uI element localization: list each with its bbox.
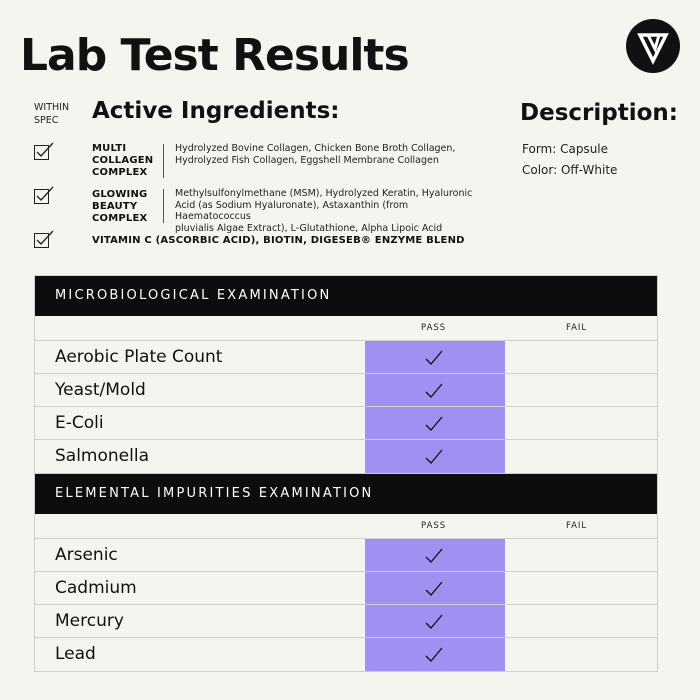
table-row	[35, 407, 657, 440]
ingredient-divider	[163, 189, 164, 223]
checkmark-icon	[424, 580, 444, 598]
ingredient-vitamin-blend: VITAMIN C (ASCORBIC ACID), BIOTIN, DIGESEB® ENZYME BLEND	[92, 235, 465, 246]
pass-cell	[365, 572, 505, 604]
checkmark-icon	[424, 448, 444, 466]
checkbox-checked-icon	[34, 142, 54, 160]
elemental-heading: ELEMENTAL IMPURITIES EXAMINATION	[35, 474, 657, 514]
pass-cell	[365, 539, 505, 571]
fail-cell	[505, 374, 659, 406]
test-name: Aerobic Plate Count	[55, 347, 223, 367]
pass-cell	[365, 605, 505, 637]
ingredient-name-glowing-beauty: GLOWING BEAUTY COMPLEX	[92, 189, 148, 224]
table-row	[35, 440, 657, 473]
checkmark-icon	[424, 646, 444, 664]
test-name: Cadmium	[55, 578, 137, 598]
pass-cell	[365, 440, 505, 473]
checkbox-checked-icon	[34, 186, 54, 204]
table-row	[35, 374, 657, 407]
fail-column-label: FAIL	[566, 521, 588, 531]
elemental-table	[34, 473, 658, 672]
test-name: Arsenic	[55, 545, 118, 565]
test-name: Yeast/Mold	[55, 380, 146, 400]
table-row	[35, 341, 657, 374]
pass-cell	[365, 407, 505, 439]
pass-cell	[365, 374, 505, 406]
fail-cell	[505, 638, 659, 671]
fail-column-label: FAIL	[566, 323, 588, 333]
pass-column-label: PASS	[421, 521, 447, 531]
pass-cell	[365, 341, 505, 373]
description-color: Color: Off-White	[522, 163, 618, 177]
checkmark-icon	[424, 547, 444, 565]
column-header-row	[35, 316, 657, 341]
brand-logo-icon	[626, 19, 680, 73]
fail-cell	[505, 605, 659, 637]
description-heading: Description:	[520, 100, 678, 126]
test-name: Mercury	[55, 611, 124, 631]
fail-cell	[505, 440, 659, 473]
test-name: E-Coli	[55, 413, 104, 433]
page-title: Lab Test Results	[20, 30, 409, 81]
ingredient-divider	[163, 144, 164, 178]
table-row	[35, 539, 657, 572]
table-row	[35, 605, 657, 638]
ingredient-name-multi-collagen: MULTI COLLAGEN COMPLEX	[92, 143, 154, 178]
ingredient-details-glowing-beauty: Methylsulfonylmethane (MSM), Hydrolyzed Keratin, Hyaluronic Acid (as Sodium Hyaluronate), Astaxanthin (from Haematococcus pluvialis Algae Extract), L-Glutathione, Alpha Lipoic Acid	[175, 188, 473, 234]
checkbox-checked-icon	[34, 230, 54, 248]
test-name: Lead	[55, 644, 96, 664]
test-name: Salmonella	[55, 446, 149, 466]
active-ingredients-heading: Active Ingredients:	[92, 98, 340, 124]
ingredient-details-multi-collagen: Hydrolyzed Bovine Collagen, Chicken Bone Broth Collagen, Hydrolyzed Fish Collagen, Eggshell Membrane Collagen	[175, 143, 456, 166]
table-row	[35, 638, 657, 671]
fail-cell	[505, 572, 659, 604]
checkmark-icon	[424, 382, 444, 400]
fail-cell	[505, 539, 659, 571]
pass-cell	[365, 638, 505, 671]
description-form: Form: Capsule	[522, 142, 609, 156]
fail-cell	[505, 341, 659, 373]
microbiological-heading: MICROBIOLOGICAL EXAMINATION	[35, 276, 657, 316]
microbiological-table	[34, 275, 658, 474]
column-header-row	[35, 514, 657, 539]
within-spec-header: WITHIN SPEC	[34, 102, 70, 126]
fail-cell	[505, 407, 659, 439]
table-row	[35, 572, 657, 605]
checkmark-icon	[424, 415, 444, 433]
checkmark-icon	[424, 613, 444, 631]
pass-column-label: PASS	[421, 323, 447, 333]
checkmark-icon	[424, 349, 444, 367]
